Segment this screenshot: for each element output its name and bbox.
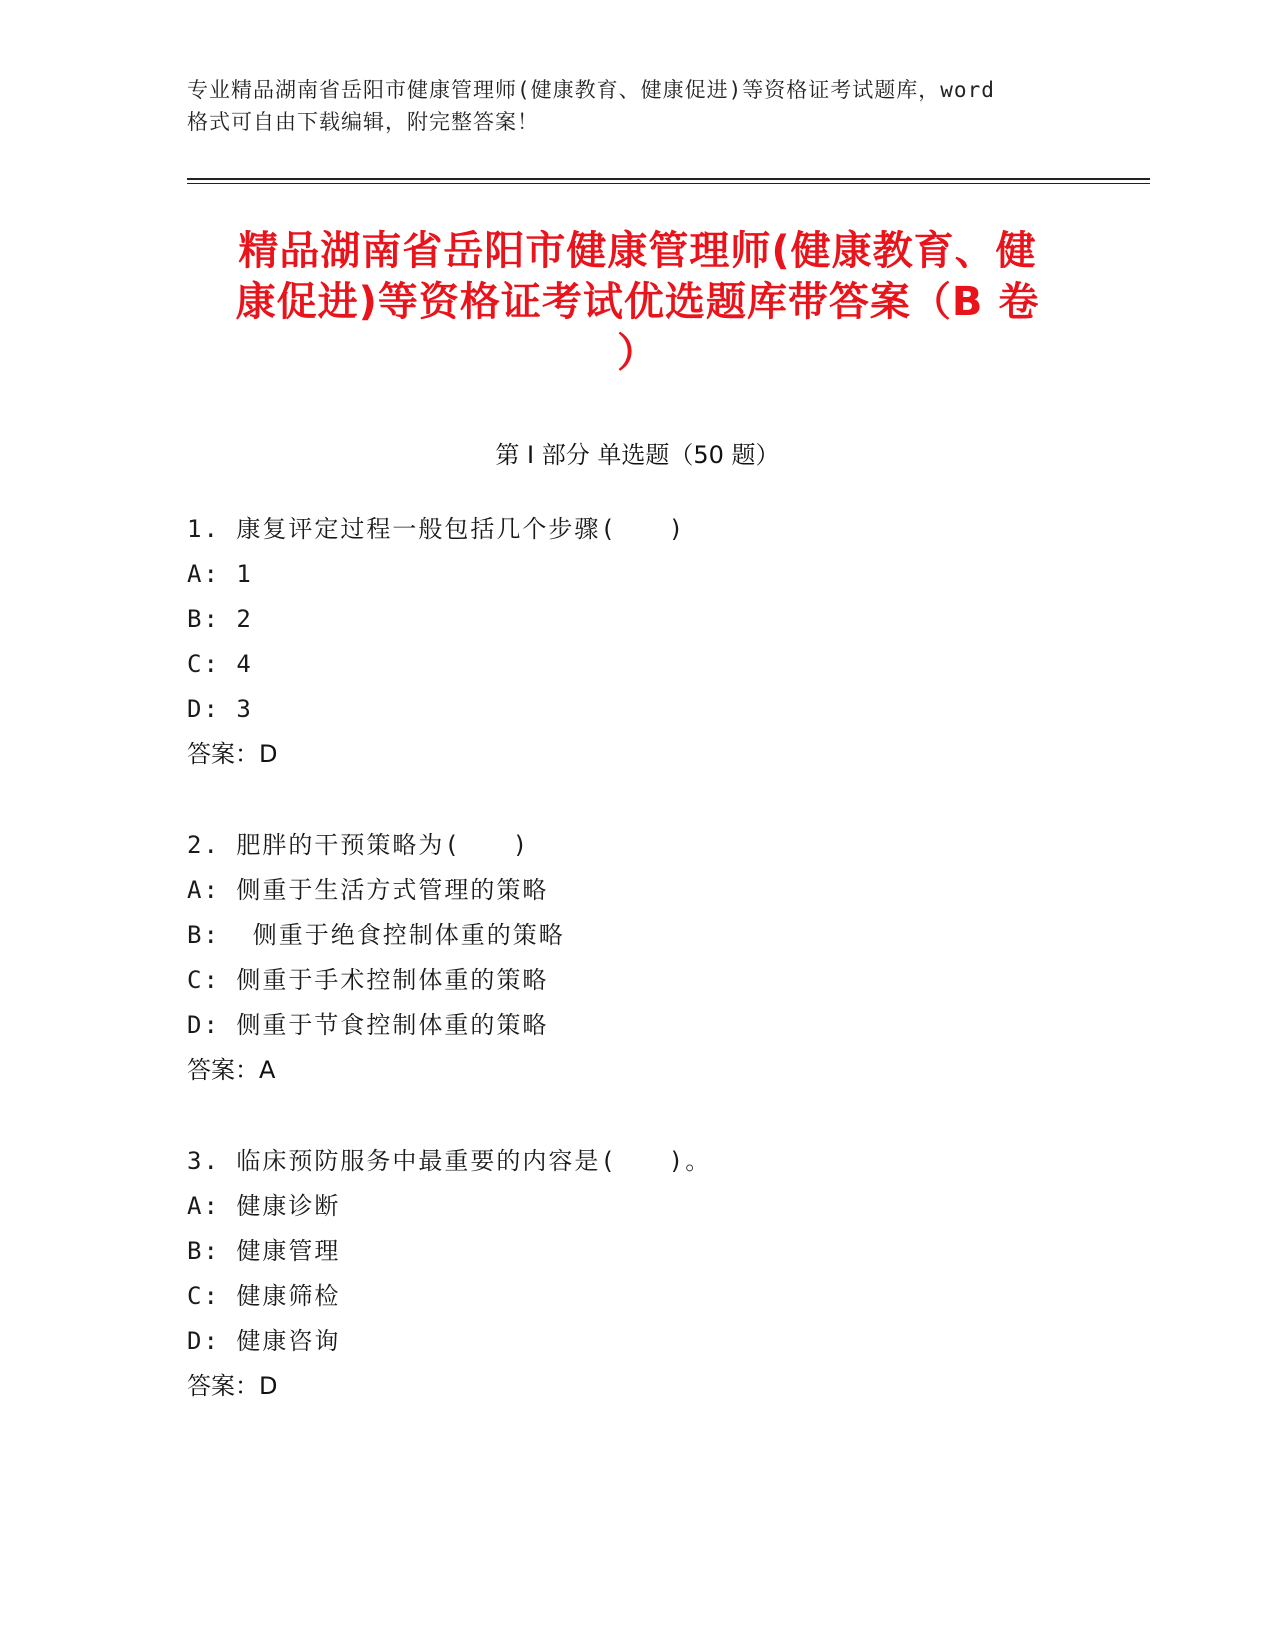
option-a: A: 1: [187, 560, 253, 588]
question-stem: 1. 康复评定过程一般包括几个步骤( ): [187, 515, 686, 543]
header-note-line-1: 专业精品湖南省岳阳市健康管理师(健康教育、健康促进)等资格证考试题库，word: [187, 78, 995, 102]
option-c: C: 侧重于手术控制体重的策略: [187, 966, 549, 994]
document-title-line-2: 康促进)等资格证考试优选题库带答案（B 卷: [235, 279, 1040, 325]
question-stem: 2. 肥胖的干预策略为( ): [187, 831, 530, 859]
answer: 答案：D: [187, 740, 278, 768]
header-note: [187, 74, 1087, 138]
option-c: C: 4: [187, 650, 253, 678]
option-a: A: 侧重于生活方式管理的策略: [187, 876, 549, 904]
document-title-line-3: ）: [617, 330, 658, 376]
question-2: [187, 823, 1087, 1093]
option-c: C: 健康筛检: [187, 1282, 341, 1310]
header-divider-thin: [187, 183, 1150, 184]
option-b: B: 健康管理: [187, 1237, 341, 1265]
option-d: D: 侧重于节食控制体重的策略: [187, 1011, 549, 1039]
answer: 答案：D: [187, 1372, 278, 1400]
option-d: D: 健康咨询: [187, 1327, 341, 1355]
question-stem: 3. 临床预防服务中最重要的内容是( )。: [187, 1147, 712, 1175]
answer: 答案：A: [187, 1056, 276, 1084]
option-b: B: 2: [187, 605, 253, 633]
option-b: B: 侧重于绝食控制体重的策略: [187, 921, 565, 949]
document-title: [180, 226, 1095, 379]
question-3: [187, 1139, 1087, 1409]
section-title: 第 I 部分 单选题（50 题）: [495, 441, 780, 469]
question-1: [187, 507, 1087, 777]
option-d: D: 3: [187, 695, 253, 723]
header-divider-thick: [187, 178, 1150, 180]
header-note-line-2: 格式可自由下载编辑，附完整答案！: [187, 110, 539, 134]
option-a: A: 健康诊断: [187, 1192, 341, 1220]
document-title-line-1: 精品湖南省岳阳市健康管理师(健康教育、健: [238, 228, 1037, 274]
